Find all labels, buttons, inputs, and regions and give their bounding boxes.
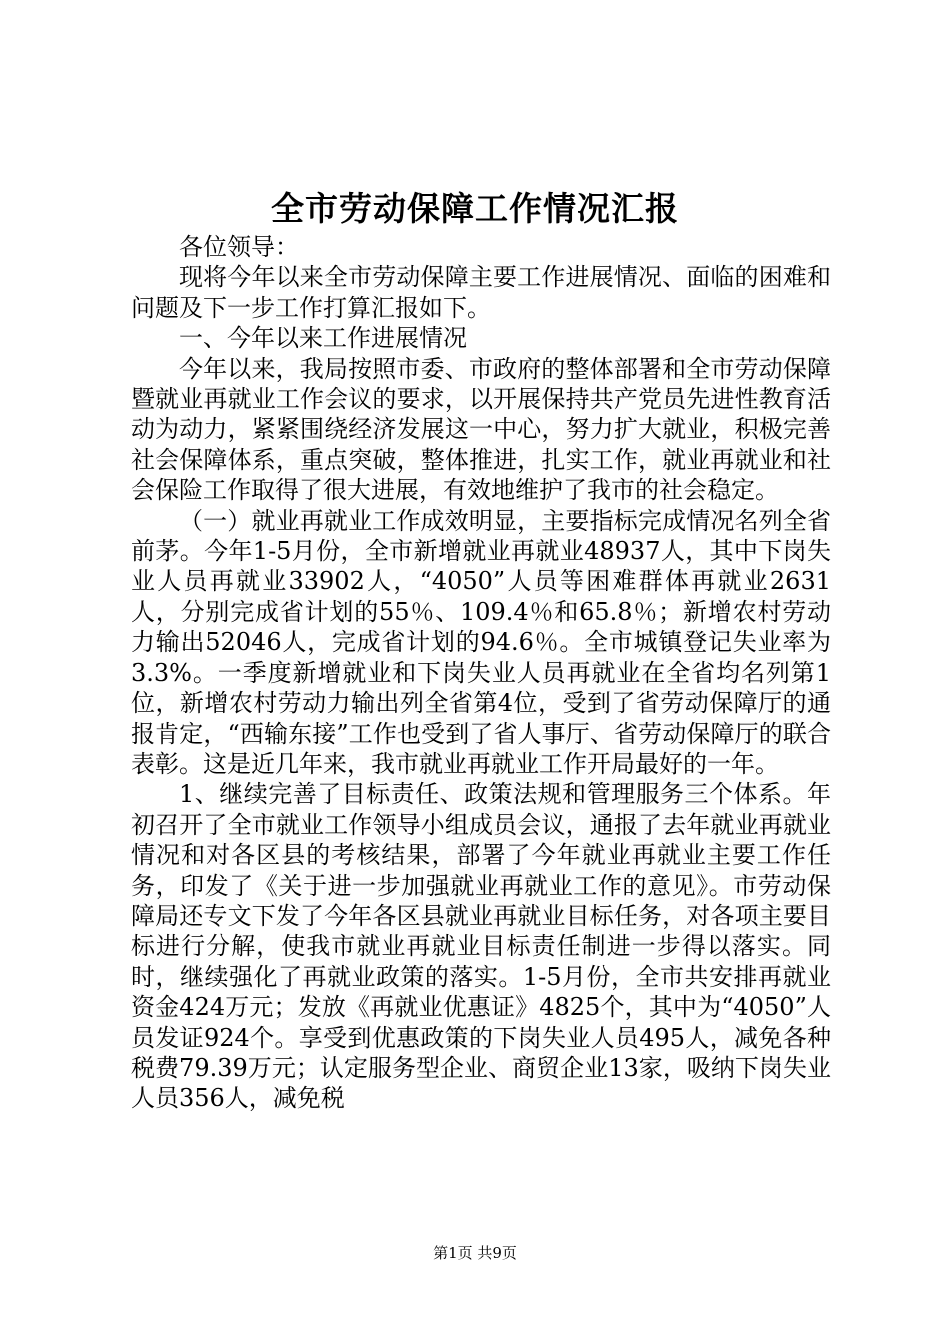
document-title: 全市劳动保障工作情况汇报: [271, 189, 679, 228]
numbered-paragraph: 1、继续完善了目标责任、政策法规和管理服务三个体系。年初召开了全市就业工作领导小组成员会议，通报了去年就业再就业情况和对各区县的考核结果，部署了今年就业再就业主要工作任务，印发了《关于进一步加强就业再就业工作的意见》。市劳动保障局还专文下发了今年各区县就业再就业目标任务，对各项主要目标进行分解，使我市就业再就业目标责任制进一步得以落实。同时，继续强化了再就业政策的落实。1-5月份，全市共安排再就业资金424万元；发放《再就业优惠证》4825个，其中为“4050”人员发证924个。享受到优惠政策的下岗失业人员495人，减免各种税费79.39万元；认定服务型企业、商贸企业13家，吸纳下岗失业人员356人，减免税: [131, 780, 831, 1113]
intro-paragraph: 现将今年以来全市劳动保障主要工作进展情况、面临的困难和问题及下一步工作打算汇报如下。: [131, 263, 831, 322]
document-body: [131, 232, 831, 1114]
subsection-paragraph: （一）就业再就业工作成效明显，主要指标完成情况名列全省前茅。今年1-5月份，全市新增就业再就业48937人，其中下岗失业人员再就业33902人，“4050”人员等困难群体再就业2631人，分别完成省计划的55％、109.4％和65.8％；新增农村劳动力输出52046人，完成省计划的94.6％。全市城镇登记失业率为3.3%。一季度新增就业和下岗失业人员再就业在全省均名列第1位，新增农村劳动力输出列全省第4位，受到了省劳动保障厅的通报肯定，“西输东接”工作也受到了省人事厅、省劳动保障厅的联合表彰。这是近几年来，我市就业再就业工作开局最好的一年。: [131, 506, 831, 778]
salutation: 各位领导：: [179, 233, 299, 261]
section-heading: 一、今年以来工作进展情况: [179, 324, 467, 353]
page-footer: 第1页 共9页: [433, 1244, 517, 1262]
body-paragraph: 今年以来，我局按照市委、市政府的整体部署和全市劳动保障暨就业再就业工作会议的要求，以开展保持共产党员先进性教育活动为动力，紧紧围绕经济发展这一中心，努力扩大就业，积极完善社会保障体系，重点突破，整体推进，扎实工作，就业再就业和社会保险工作取得了很大进展，有效地维护了我市的社会稳定。: [131, 354, 831, 505]
